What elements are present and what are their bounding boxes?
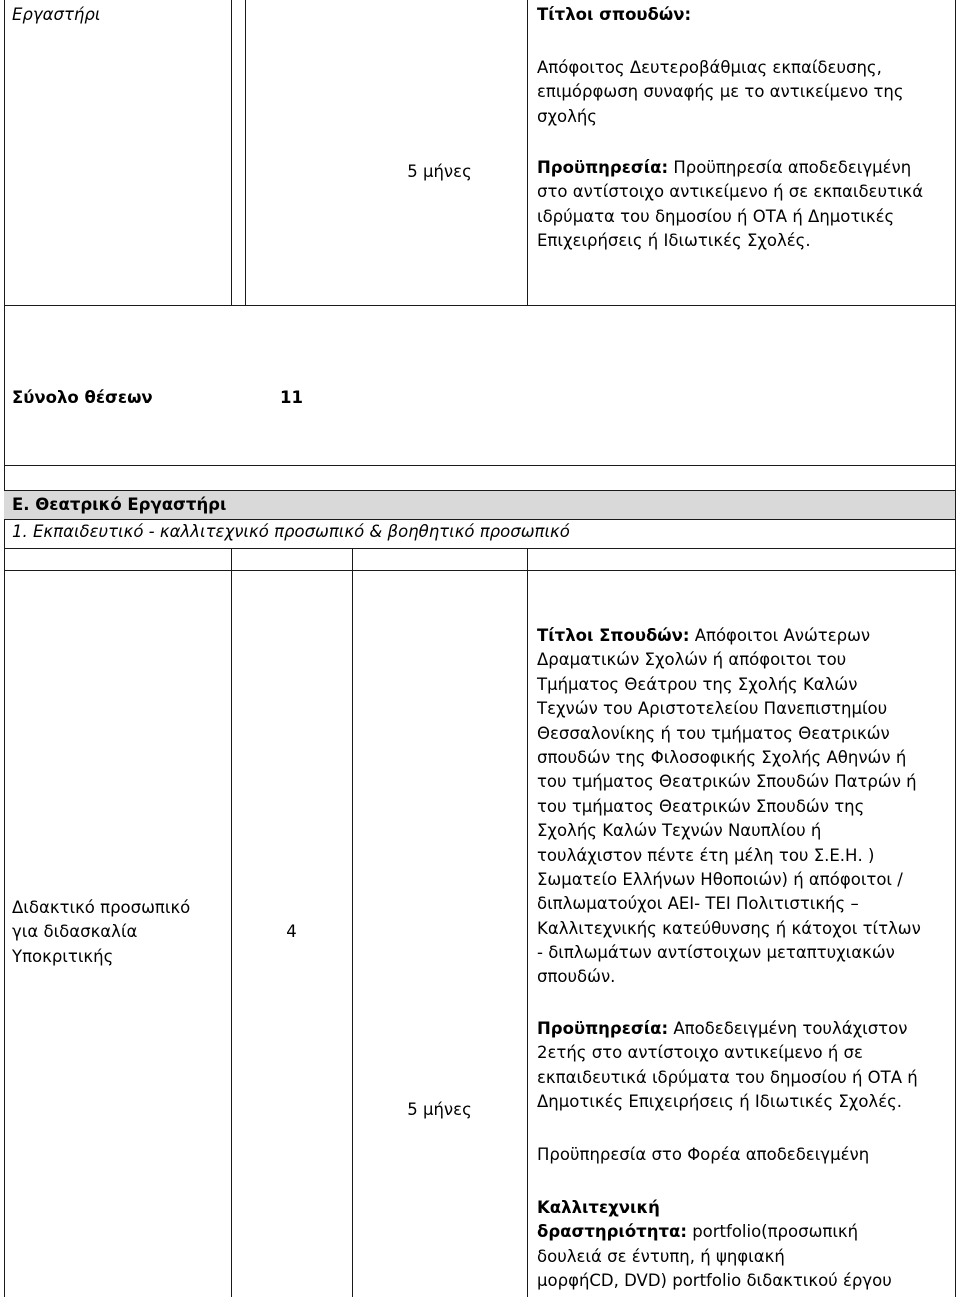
position-title-line: Διδακτικό προσωπικό [12, 898, 191, 917]
positions-count: 4 [286, 922, 297, 941]
qualification-line: τουλάχιστον πέντε έτη μέλη του Σ.Ε.Η. ) [537, 845, 875, 865]
artistic-activity-line: δουλειά σε έντυπη, ή ψηφιακή [537, 1246, 785, 1266]
artistic-activity-label-cont: δραστηριότητα: [537, 1222, 687, 1242]
experience-line: Δημοτικές Επιχειρήσεις ή Ιδιωτικές Σχολές. [537, 1092, 903, 1112]
experience-text [537, 1017, 918, 1115]
qualification-line: Τμήματος Θεάτρου της Σχολής Καλών [537, 674, 858, 694]
qualification-line: επιμόρφωση συναφής με το αντικείμενο της [537, 82, 904, 102]
experience-line [537, 156, 923, 180]
qualification-line: σπουδών της Φιλοσοφικής Σχολής Αθηνών ή [537, 747, 907, 767]
total-value-text: 11 [280, 388, 303, 407]
total-value [280, 386, 303, 410]
experience-line: εκπαιδευτικά ιδρύματα του δημοσίου ή ΟΤΑ ή [537, 1067, 918, 1087]
row-divider [4, 548, 956, 549]
duration-text: 5 μήνες [407, 1100, 472, 1119]
qualifications-label: Τίτλοι σπουδών: [537, 5, 692, 24]
experience-line: ιδρύματα του δημοσίου ή ΟΤΑ ή Δημοτικές [537, 206, 895, 226]
qualification-line: σχολής [537, 106, 597, 126]
column-divider [527, 0, 528, 305]
position-label [12, 3, 100, 27]
table-border-right [955, 0, 956, 1297]
column-divider [352, 548, 353, 1297]
artistic-activity [537, 1196, 892, 1294]
artistic-activity-line [537, 1220, 892, 1244]
employer-experience-text: Προϋπηρεσία στο Φορέα αποδεδειγμένη [537, 1145, 870, 1164]
qualifications-text [537, 56, 904, 129]
qualification-line: διπλωματούχοι ΑΕΙ- ΤΕΙ Πολιτιστικής – [537, 894, 859, 914]
total-label-text: Σύνολο θέσεων [12, 388, 153, 407]
qualifications-heading [537, 3, 691, 27]
duration-text: 5 μήνες [407, 162, 472, 181]
qualification-line: Δραματικών Σχολών ή απόφοιτοι του [537, 650, 847, 670]
qualification-first-line: Απόφοιτοι Ανώτερων [694, 626, 871, 645]
qualification-line: σπουδών. [537, 967, 616, 987]
qualification-line: Σχολής Καλών Τεχνών Ναυπλίου ή [537, 821, 822, 841]
qualification-line: του τμήματος Θεατρικών Σπουδών Πατρών ή [537, 772, 917, 792]
qualification-line: Τεχνών του Αριστοτελείου Πανεπιστημίου [537, 699, 888, 719]
qualification-line: - διπλωμάτων αντίστοιχων μεταπτυχιακών [537, 943, 895, 963]
experience-line [537, 1017, 918, 1041]
position-title-line: για διδασκαλία [12, 922, 138, 942]
qualification-line: Θεσσαλονίκης ή του τμήματος Θεατρικών [537, 723, 890, 743]
experience-line: Επιχειρήσεις ή Ιδιωτικές Σχολές. [537, 231, 811, 251]
artistic-activity-label: Καλλιτεχνική [537, 1198, 660, 1217]
qualification-line: Καλλιτεχνικής κατεύθυνσης ή κάτοχοι τίτλων [537, 918, 921, 938]
total-label [12, 386, 153, 410]
row-divider [4, 570, 956, 571]
position-title [12, 896, 190, 969]
position-label-text: Εργαστήρι [12, 5, 101, 24]
experience-first-line: Αποδεδειγμένη τουλάχιστον [673, 1019, 908, 1038]
duration-cell [352, 1098, 527, 1122]
experience-text [537, 156, 923, 254]
experience-line: στο αντίστοιχο αντικείμενο ή σε εκπαιδευτικά [537, 182, 924, 202]
section-header-band [4, 490, 955, 520]
row-divider [4, 305, 956, 306]
artistic-activity-line: μορφήCD, DVD) portfolio διδακτικού έργου [537, 1271, 892, 1291]
row-divider [4, 465, 956, 466]
employer-experience [537, 1143, 869, 1167]
experience-line: 2ετής στο αντίστοιχο αντικείμενο ή σε [537, 1043, 863, 1063]
qualifications-text [537, 624, 921, 990]
experience-label: Προϋπηρεσία: [537, 1019, 669, 1038]
subsection-header-text: 1. Εκπαιδευτικό - καλλιτεχνικό προσωπικό & βοηθητικό προσωπικό [12, 522, 570, 541]
section-header: Ε. Θεατρικό Εργαστήρι [12, 495, 227, 514]
artistic-activity-line-rest: portfolio(προσωπική [692, 1222, 859, 1242]
qualification-line: του τμήματος Θεατρικών Σπουδών της [537, 796, 865, 816]
column-divider [231, 0, 232, 305]
qualification-line: Απόφοιτος Δευτεροβάθμιας εκπαίδευσης, [537, 58, 882, 77]
positions-count-cell [231, 920, 352, 944]
duration-cell [352, 160, 527, 184]
position-title-line: Υποκριτικής [12, 946, 114, 966]
table-border-left [4, 0, 5, 1297]
column-divider [527, 548, 528, 1297]
subsection-header [12, 520, 570, 544]
experience-label: Προϋπηρεσία: [537, 158, 669, 177]
qualifications-label: Τίτλοι Σπουδών: [537, 626, 690, 645]
column-divider [245, 0, 246, 305]
qualification-line [537, 624, 921, 648]
qualification-line: Σωματείο Ελλήνων Ηθοποιών) ή απόφοιτοι / [537, 869, 903, 889]
experience-first-line: Προϋπηρεσία αποδεδειγμένη [673, 158, 912, 177]
